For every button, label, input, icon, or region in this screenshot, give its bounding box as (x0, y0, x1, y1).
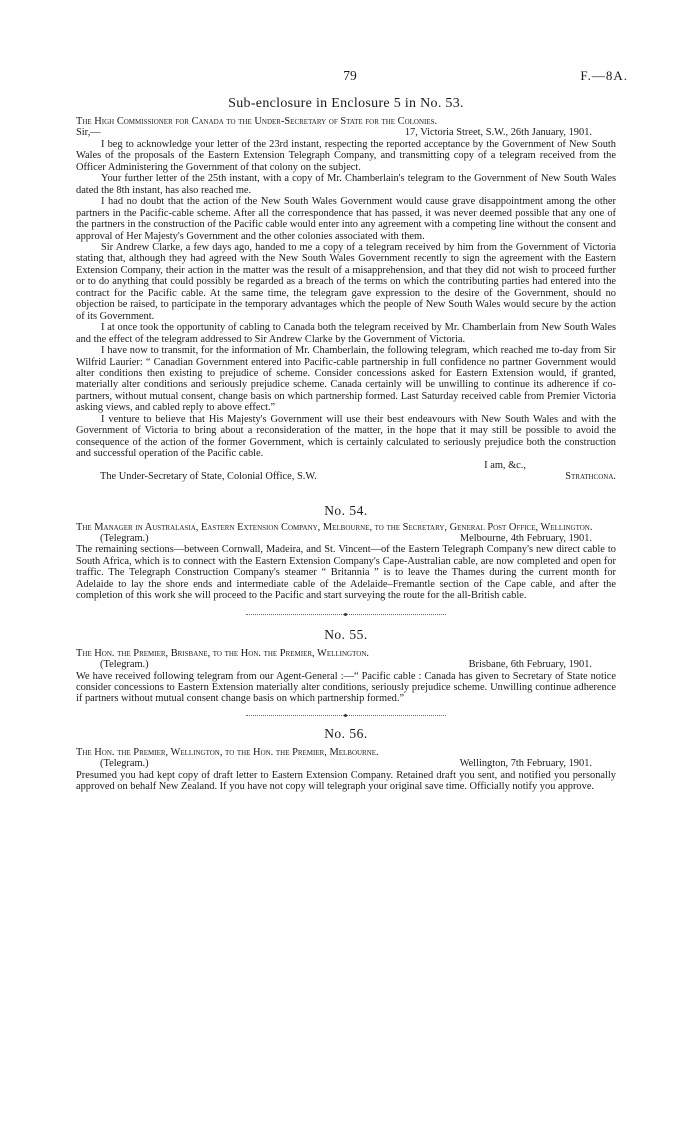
document-55-place-date: Brisbane, 6th February, 1901. (468, 659, 592, 671)
telegram-label: (Telegram.) (100, 532, 149, 544)
document-56-place-date: Wellington, 7th February, 1901. (459, 758, 592, 770)
letter-paragraph: I at once took the opportunity of cabling to Canada both the telegram received by Mr. Chamberlain from New South Wales and the effect of the telegram addressed to Sir Andrew Clarke by the Government of Victoria. (76, 322, 616, 345)
letter-paragraph: I venture to believe that His Majesty's Government will use their best endeavours with New South Wales and with the Government of Victoria to bring about a reconsideration of the matter, in the hope that it may still be possible to avoid the consequence of the action of the former Government, which is certainly calculated to seriously prejudice both the construction and successful operation of the Pacific cable. (76, 413, 616, 460)
letter-paragraph: Your further letter of the 25th instant, with a copy of Mr. Chamberlain's telegram to the Government of New South Wales dated the 8th instant, has also reached me. (76, 173, 616, 196)
letter-paragraph: I had no doubt that the action of the New South Wales Government would cause grave disappointment among the other partners in the Pacific-cable scheme. After all the correspondence that has passed, it was never deemed possible that any one of the partners in the construction of the Pacific cable would enter into any agreement with a competing line without the consent and approval of Her Majesty's Government and the other colonies associated with them. (76, 196, 616, 242)
letter-closing: I am, &c., (484, 459, 526, 471)
letter-paragraph: I beg to acknowledge your letter of the 23rd instant, respecting the reported acceptance by the Government of New South Wales of the proposals of the Eastern Extension Telegraph Company, and transmitting copy of a telegram received from the Officer Administering the Government of that colony on the subject. (76, 138, 616, 173)
document-55-address: The Hon. the Premier, Brisbane, to the Hon. the Premier, Wellington. (76, 647, 369, 659)
document-55-telegram-row (76, 659, 616, 670)
document-number-56: No. 56. (324, 725, 368, 741)
letter-signature-row (76, 471, 616, 482)
page-content (76, 96, 616, 793)
divider-dot (344, 714, 347, 717)
document-reference: F.—8A. (580, 68, 628, 83)
letter-salutation: Sir,— (76, 127, 101, 139)
page-number: 79 (343, 68, 357, 83)
telegram-label: (Telegram.) (100, 659, 149, 671)
document-54-place-date: Melbourne, 4th February, 1901. (459, 532, 592, 544)
document-54-body: The remaining sections—between Cornwall, Madeira, and St. Vincent—of the Eastern Telegraph Company's new direct cable to South Africa, which is to connect with the Eastern Extension Company's Cape-Australian cable, are now completed and open for traffic. The Telegraph Construction Company's steamer “ Britannia ” is to leave the Thames during the current month for Adelaide to lay the shore ends and intermediate cable of the Adelaide–Fremantle section of the Cape cable, and after the completion of this work she will proceed to the Pacific and start surveying the route for the all-British cable. (76, 544, 616, 602)
letter-paragraph: Sir Andrew Clarke, a few days ago, handed to me a copy of a telegram received by him from the Government of Victoria stating that, although they had agreed with the New South Wales Government recently to sign the agreement with the Eastern Extension Company, their action in the matter was the result of a misapprehension, and that they did not wish to proceed further or to do anything that could possibly be regarded as a breach of the terms on which the contributing parties had entered into the contract for the Pacific cable. At the same time, the telegram gave expression to the desire of the Government, should no objection be raised, to participate in the temporary advantages which the people of New South Wales would secure by the action of its Government. (76, 241, 616, 322)
letter-address: The High Commissioner for Canada to the Under-Secretary of State for the Colonies. (76, 116, 438, 127)
section-divider (246, 614, 446, 615)
letter-paragraph: I have now to transmit, for the information of Mr. Chamberlain, the following telegram, which reached me to-day from Sir Wilfrid Laurier: “ Canadian Government entered into Pacific-cable partnership in full confidence no partner Government would alter conditions then existing to prejudice of scheme. Consider concessions asked for Eastern Extension would, if granted, materially alter conditions and seriously prejudice scheme. Canada certainly will be unwilling to continue its adherence if co-partners, without mutual consent, change basis on which partnership formed. Last Saturday received cable from Premier Victoria asking views, and cabled reply to above effect.” (76, 345, 616, 414)
letter-place-date: 17, Victoria Street, S.W., 26th January, 1901. (404, 127, 592, 139)
letter-addressee: The Under-Secretary of State, Colonial Office, S.W. (100, 471, 317, 483)
letter-signature: Strathcona. (565, 471, 616, 483)
document-56-body: Presumed you had kept copy of draft letter to Eastern Extension Company. Retained draft you sent, and notified you personally approved on behalf New Zealand. If you have not copy will telegraph your original save time. Officially notify you approve. (76, 769, 616, 793)
document-number-54: No. 54. (324, 502, 368, 518)
letter-salutation-row (76, 127, 616, 138)
document-number-55: No. 55. (324, 626, 368, 642)
document-56-address: The Hon. the Premier, Wellington, to the Hon. the Premier, Melbourne. (76, 746, 379, 758)
document-55-body: We have received following telegram from our Agent-General :—“ Pacific cable : Canada has given to Secretary of State notice consider concessions to Eastern Extension materially alter conditions, seriously prejudice scheme. Unwilling continue adherence if partners without mutual consent change basis on which partnership formed.” (76, 670, 616, 705)
document-54-address: The Manager in Australasia, Eastern Extension Company, Melbourne, to the Secretary, General Post Office, Wellington. (76, 521, 593, 533)
divider-dot (344, 613, 347, 616)
sub-enclosure-title: Sub-enclosure in Enclosure 5 in No. 53. (228, 96, 464, 111)
section-divider (246, 715, 446, 716)
document-56-telegram-row (76, 758, 616, 769)
document-54-telegram-row (76, 533, 616, 544)
telegram-label: (Telegram.) (100, 758, 149, 770)
